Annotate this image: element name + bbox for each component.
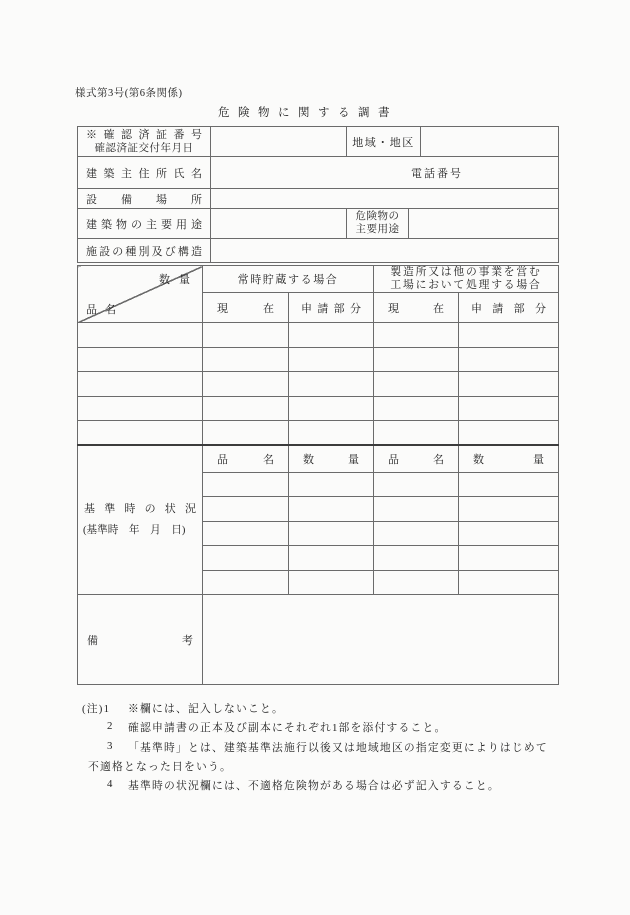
- factory-case-header: [374, 266, 559, 293]
- empty-cell: [78, 396, 203, 421]
- empty-cell: [203, 372, 289, 397]
- empty-cell: [459, 472, 559, 497]
- remarks-label: 備考: [78, 595, 203, 685]
- building-main-use-label: 建築物の主要用途: [78, 209, 211, 239]
- note-text: 確認申請書の正本及び副本にそれぞれ1部を添付すること。: [128, 722, 447, 735]
- region-district-value-cell: [421, 127, 559, 157]
- empty-cell: [459, 396, 559, 421]
- empty-cell: [289, 546, 374, 571]
- empty-cell: [78, 372, 203, 397]
- note-line: [82, 778, 582, 797]
- empty-cell: [289, 497, 374, 522]
- equipment-location-label: 設備場所: [78, 189, 211, 209]
- empty-cell: [203, 497, 289, 522]
- empty-cell: [459, 421, 559, 446]
- kijun-item-name-header-1: 品名: [203, 445, 289, 472]
- kijun-date-label: (基準時 年 月 日): [83, 525, 186, 536]
- empty-cell: [78, 347, 203, 372]
- kijun-quantity-header-1: 数量: [289, 445, 374, 472]
- equipment-location-value-cell: [211, 189, 559, 209]
- empty-cell: [459, 372, 559, 397]
- empty-cell: [203, 421, 289, 446]
- form-number: 様式第3号(第6条関係): [75, 88, 183, 99]
- quantity-table: [77, 265, 559, 685]
- phone-number-label: 電話番号: [411, 167, 463, 180]
- hazmat-main-use-line1: 危険物の: [355, 211, 400, 222]
- empty-cell: [203, 347, 289, 372]
- empty-cell: [289, 347, 374, 372]
- diagonal-header-cell: [78, 266, 203, 323]
- empty-cell: [289, 323, 374, 348]
- empty-cell: [459, 497, 559, 522]
- empty-cell: [374, 396, 459, 421]
- quantity-row: [78, 323, 559, 348]
- factory-case-header-line2: 工場において処理する場合: [390, 279, 542, 291]
- hazmat-main-use-label: [347, 209, 409, 239]
- note-text: 「基準時」とは、建築基準法施行以後又は地域地区の指定変更によりはじめて: [128, 741, 548, 754]
- owner-address-value-cell: [211, 157, 559, 189]
- kijun-status-label: 基準時の状況: [84, 503, 196, 515]
- empty-cell: [78, 323, 203, 348]
- note-number: 4: [107, 778, 114, 791]
- storage-case-header: 常時貯蔵する場合: [203, 266, 374, 293]
- info-table: [77, 126, 559, 263]
- kijun-status-label-cell: [78, 445, 203, 595]
- empty-cell: [289, 521, 374, 546]
- application-part-header-1: 申請部分: [289, 293, 374, 323]
- empty-cell: [203, 521, 289, 546]
- empty-cell: [374, 521, 459, 546]
- note-number: 2: [107, 720, 114, 733]
- empty-cell: [459, 323, 559, 348]
- facility-type-structure-value-cell: [211, 239, 559, 263]
- empty-cell: [203, 546, 289, 571]
- current-header-1: 現在: [203, 293, 289, 323]
- cert-issue-date-label: 確認済証交付年月日: [94, 142, 194, 154]
- note-text: 不適格となった日をいう。: [88, 760, 232, 773]
- empty-cell: [374, 497, 459, 522]
- region-district-label: 地域・地区: [347, 127, 421, 157]
- kijun-quantity-header-2: 数量: [459, 445, 559, 472]
- page-title: 危険物に関する調書: [218, 107, 398, 119]
- empty-cell: [374, 421, 459, 446]
- note-number: (注)1: [82, 703, 111, 715]
- empty-cell: [459, 570, 559, 595]
- note-number: 3: [107, 739, 114, 752]
- empty-cell: [203, 472, 289, 497]
- cert-number-value-cell: [211, 127, 347, 157]
- empty-cell: [289, 421, 374, 446]
- empty-cell: [374, 570, 459, 595]
- empty-cell: [203, 570, 289, 595]
- owner-address-name-label: 建築主住所氏名: [78, 157, 211, 189]
- empty-cell: [459, 347, 559, 372]
- factory-case-header-line1: 製造所又は他の事業を営む: [390, 266, 542, 278]
- empty-cell: [374, 372, 459, 397]
- empty-cell: [289, 372, 374, 397]
- hazmat-main-use-value-cell: [409, 209, 559, 239]
- empty-cell: [374, 546, 459, 571]
- quantity-row: [78, 347, 559, 372]
- item-name-corner-label: 品名: [86, 304, 124, 316]
- cert-number-label-cell: [78, 127, 211, 157]
- empty-cell: [374, 347, 459, 372]
- application-part-header-2: 申請部分: [459, 293, 559, 323]
- quantity-row: [78, 421, 559, 446]
- empty-cell: [459, 521, 559, 546]
- note-line: [82, 740, 582, 759]
- empty-cell: [289, 570, 374, 595]
- note-text: 基準時の状況欄には、不適格危険物がある場合は必ず記入すること。: [128, 780, 500, 793]
- empty-cell: [374, 472, 459, 497]
- empty-cell: [289, 472, 374, 497]
- building-main-use-value-cell: [211, 209, 347, 239]
- note-line: [82, 720, 582, 739]
- current-header-2: 現在: [374, 293, 459, 323]
- hazmat-main-use-line2: 主要用途: [355, 223, 400, 235]
- quantity-corner-label: 数量: [159, 274, 199, 286]
- empty-cell: [78, 421, 203, 446]
- empty-cell: [289, 396, 374, 421]
- empty-cell: [203, 396, 289, 421]
- remarks-value-cell: [203, 595, 559, 685]
- kijun-item-name-header-2: 品名: [374, 445, 459, 472]
- footnotes: [82, 701, 582, 797]
- note-line: [82, 701, 582, 720]
- note-line: [82, 759, 582, 778]
- facility-type-structure-label: 施設の種別及び構造: [78, 239, 211, 263]
- cert-number-label: ※確認済証番号: [86, 128, 202, 141]
- empty-cell: [374, 323, 459, 348]
- note-text: ※欄には、記入しないこと。: [128, 703, 284, 715]
- quantity-row: [78, 396, 559, 421]
- empty-cell: [203, 323, 289, 348]
- empty-cell: [459, 546, 559, 571]
- quantity-row: [78, 372, 559, 397]
